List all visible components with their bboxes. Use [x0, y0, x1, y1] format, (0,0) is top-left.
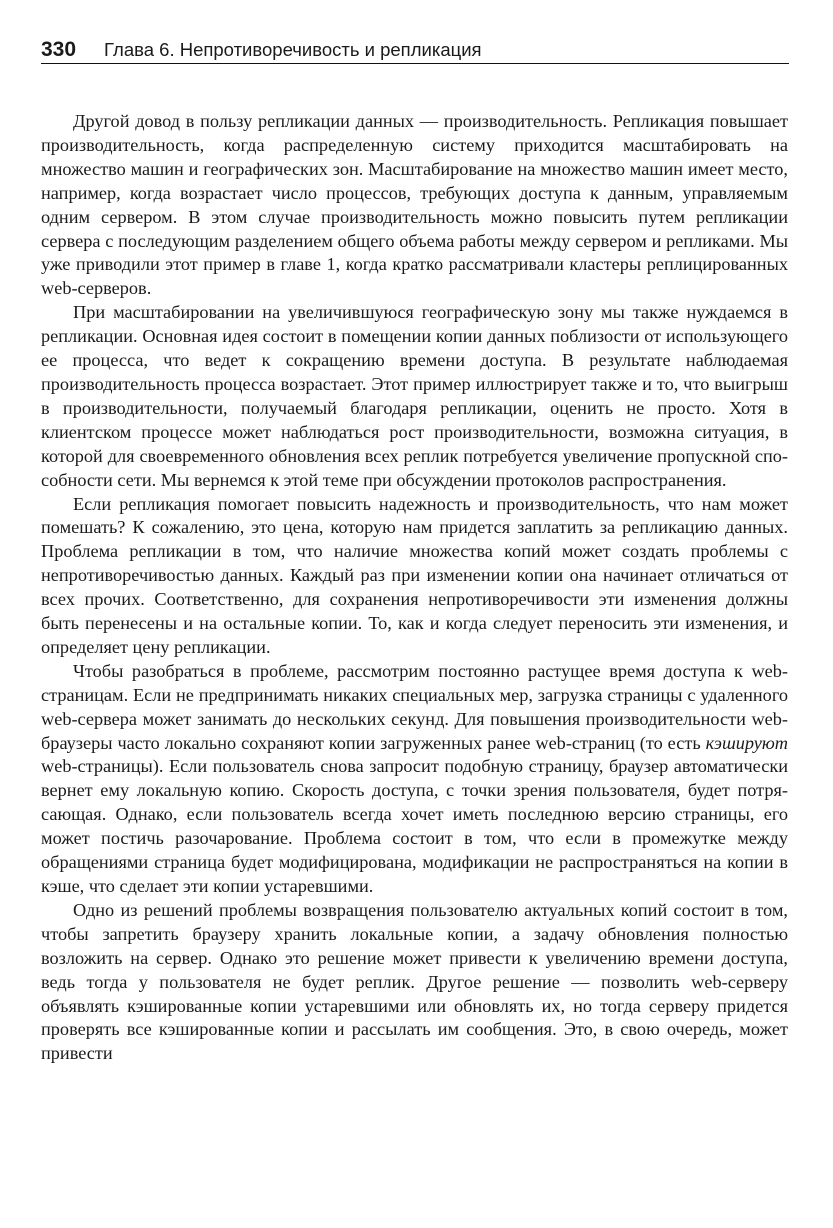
paragraph-web-caching-part-1: Чтобы разобраться в проблеме, рассмотрим постоянно растущее время доступа к web-страницам. Если не предпринимать никаких специальных мер, загрузка страницы с удаленного web-сервера может занимать до нескольких секунд. Для повышения производительности web-браузеры часто локально сохраняют копии загруженных ранее web-страниц (то есть — [41, 660, 788, 753]
emphasis-term: кэшируют — [705, 732, 788, 753]
page-number: 330 — [41, 38, 77, 61]
paragraph-web-caching-part-2: web-страницы). Если пользователь снова запросит подобную страницу, браузер автоматически вернет ему локальную копию. Скорость доступа, с точки зрения пользователя, будет потрясающая. Однако, если пользователь всегда хочет иметь последнюю версию страницы, его может постичь разочарование. Проблема состоит в том, что если в промежутке между обращениями страница будет модифицирована, модификации не распространяться на копии в кэше, что сделает эти копии устаревшими. — [41, 756, 788, 896]
paragraph-geographic-scaling: При масштабировании на увеличившуюся географическую зону мы также нуждаемся в репликации. Основная идея состоит в помещении копии данных поблизости от использующего ее процесса, что ведет к сокращению времени доступа. В результате наблюдаемая производительность процесса возрастает. Этот пример иллюстрирует также и то, что выигрыш в производительности, получаемый благодаря репликации, оценить не просто. Хотя в клиентском процессе может наблюдаться рост производительности, возможна ситуация, в которой для своевременного обновления всех реплик потребуется увеличение пропускной способности сети. Мы вернемся к этой теме при обсуждении протоколов распространения. — [41, 302, 788, 490]
chapter-title: Глава 6. Непротиворечивость и репликация — [104, 39, 482, 60]
body-text — [41, 110, 788, 1066]
paragraph-web-caching — [41, 660, 788, 899]
running-head — [41, 38, 789, 66]
paragraph-solutions: Одно из решений проблемы возвращения пользователю актуальных копий состоит в том, чтобы запретить браузеру хранить локальные копии, а задачу обновления полностью возложить на сервер. Однако это решение может привести к увеличению времени доступа, ведь тогда у пользователя не будет реплик. Другое решение — позволить web-серверу объявлять кэшированные копии устаревшими или обновлять их, но тогда серверу придется проверять все кэшированные копии и рассылать им сообщения. Это, в свою очередь, может привести — [41, 899, 788, 1064]
paragraph-performance: Другой довод в пользу репликации данных — производительность. Репликация повышает производительность, когда распределенную систему приходится масштабировать на множество машин и географических зон. Масштабирование на множество машин имеет место, например, когда возрастает число процессов, требующих доступа к данным, управляемым одним сервером. В этом случае производительность можно повысить путем репликации сервера с последующим разделением общего объема работы между сервером и репликами. Мы уже приводили этот пример в главе 1, когда кратко рассматривали кластеры реплицированных web-серверов. — [41, 111, 788, 299]
paragraph-replication-cost: Если репликация помогает повысить надежность и производительность, что нам может помешать? К сожалению, это цена, которую нам придется заплатить за репликацию данных. Проблема репликации в том, что наличие множества копий может создать проблемы с непротиворечивостью данных. Каждый раз при изменении копии она начинает отличаться от всех прочих. Соответственно, для сохранения непротиворечивости эти изменения должны быть перенесены и на остальные копии. То, как и когда следует переносить эти изменения, и определяет цену репликации. — [41, 493, 788, 657]
header-rule — [41, 63, 789, 64]
